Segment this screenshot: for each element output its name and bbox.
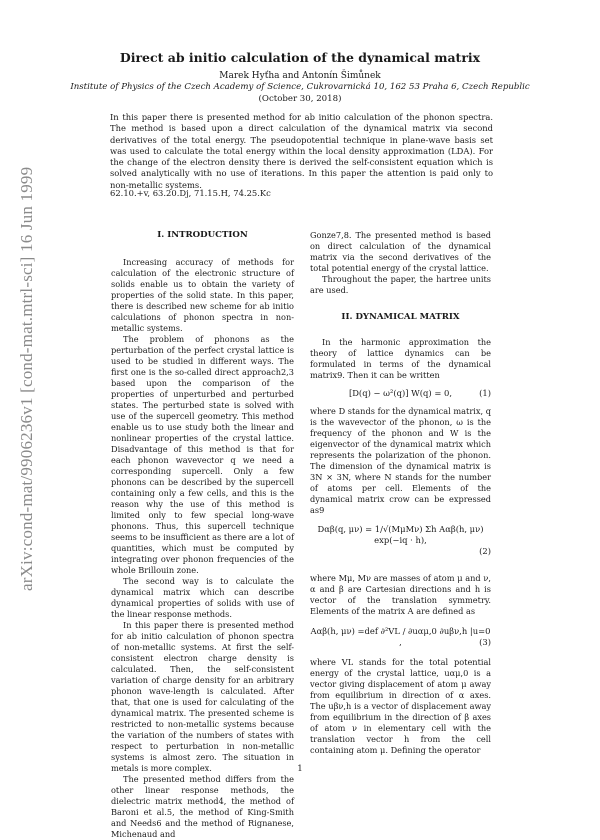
section-2-paragraph: where VL stands for the total potential energy of the crystal lattice, uαμ,0 is a vector giving displacement of atom μ away from equilibrium in direction of α axes. The uβν,h is a vector of displacement away from equilibrium in the direction of β axes of atom ν in elementary cell with the translation vector h from the cell containing atom μ. Defining the operator	[310, 657, 491, 755]
equation-2-number: (2)	[479, 546, 491, 556]
units-note: Throughout the paper, the hartree units are used.	[310, 274, 491, 295]
section-2-paragraph: where D stands for the dynamical matrix, q is the wavevector of the phonon, ω is the frequency of the phonon and W is the eigenvector of the dynamical matrix which represents the polarization of the phonon. The dimension of the dynamical matrix is 3N × 3N, where N stands for the number of atoms per cell. Elements of the dynamical matrix crow can be expressed as9	[310, 406, 491, 515]
equation-1-body: [D(q) − ω²(q)] W(q) = 0,	[348, 388, 453, 398]
date: (October 30, 2018)	[258, 94, 342, 104]
equation-3	[310, 626, 491, 648]
intro-paragraph: The second way is to calculate the dynamical matrix which can describe dynamical properties of solids with use of the linear response methods.	[111, 576, 294, 619]
equation-3-body: Aαβ(h, μν) =def ∂²VL / ∂uαμ,0 ∂uβν,h |u=0 ,	[310, 626, 491, 647]
intro-continuation: Gonze7,8. The presented method is based on direct calculation of the dynamical matrix via the second derivatives of the total potential energy of the crystal lattice.	[310, 230, 491, 273]
intro-paragraph: The problem of phonons as the perturbation of the perfect crystal lattice is used to be studied in different ways. The first one is the so-called direct approach2,3 based upon the comparison of the properties of unperturbed and perturbed states. The perturbed state is solved with use of the supercell geometry. This method enable us to use study both the linear and nonlinear properties of the crystal lattice. Disadvantage of this method is that for each phonon wavevector q we need a corresponding supercell. Only a few phonons can be described by the supercell containing only a few cells, and this is the reason why the use of this method is limited only to few special long-wave phonons. Thus, this supercell technique seems to be insufficient as there are a lot of quantities, which must be computed by integrating over phonon frequencies of the whole Brillouin zone.	[111, 334, 294, 575]
page-number: 1	[297, 764, 303, 774]
equation-2-body: Dαβ(q, μν) = 1/√(MμMν) Σh Aαβ(h, μν) exp(−iq · h),	[317, 524, 484, 545]
arxiv-stamp: arXiv:cond-mat/9906236v1 [cond-mat.mtrl-sci] 16 Jun 1999	[17, 166, 36, 591]
affiliation: Institute of Physics of the Czech Academy of Science, Cukrovarnická 10, 162 53 Praha 6, Czech Republic	[70, 82, 530, 92]
right-column	[310, 230, 491, 756]
equation-3-number: (3)	[479, 637, 491, 647]
section-2-heading: II. DYNAMICAL MATRIX	[341, 312, 460, 322]
section-2-paragraph: where Mμ, Mν are masses of atom μ and ν, α and β are Cartesian directions and h is vector of the translation symmetry. Elements of the matrix A are defined as	[310, 573, 491, 616]
section-1-heading: I. INTRODUCTION	[157, 230, 248, 240]
intro-paragraph: The presented method differs from the other linear response methods, the dielectric matrix method4, the method of Baroni et al.5, the method of King-Smith and Needs6 and the method of Rignanese, Michenaud and	[111, 774, 294, 839]
abstract: In this paper there is presented method for ab initio calculation of the phonon spectra. The method is based upon a direct calculation of the dynamical matrix via second derivatives of the total energy. The pseudopotential technique in plane-wave basis set was used to calculate the total energy within the local density approximation (LDA). For the change of the electron density there is derived the self-consistent equation which is solved analytically with no use of iterations. In this paper the attention is paid only to non-metallic systems.	[110, 112, 493, 190]
paper-title: Direct ab initio calculation of the dynamical matrix	[119, 50, 481, 65]
intro-paragraph: Increasing accuracy of methods for calculation of the electronic structure of solids enable us to obtain the variety of properties of the solid state. In this paper, there is described new scheme for ab initio calculations of phonon spectra in non-metallic systems.	[111, 257, 294, 333]
equation-1	[310, 388, 491, 399]
left-column	[111, 230, 294, 840]
authors: Marek Hyťha and Antonín Šimůnek	[219, 71, 381, 81]
equation-2	[310, 524, 491, 557]
intro-paragraph: In this paper there is presented method for ab initio calculation of phonon spectra of non-metallic systems. At first the self-consistent electron charge density is calculated. Then, the self-consistent variation of charge density for an arbitrary phonon wave-length is calculated. After that, that one is used for calculating of the dynamical matrix. The presented scheme is restricted to non-metallic systems because the variation of the numbers of states with respect to perturbation in non-metallic systems is almost zero. The situation in metals is more complex.	[111, 620, 294, 773]
section-2-paragraph: In the harmonic approximation the theory of lattice dynamics can be formulated in terms of the dynamical matrix9. Then it can be written	[310, 337, 491, 380]
equation-1-number: (1)	[479, 388, 491, 398]
pacs-codes: 62.10.+v, 63.20.Dj, 71.15.H, 74.25.Kc	[110, 188, 271, 198]
